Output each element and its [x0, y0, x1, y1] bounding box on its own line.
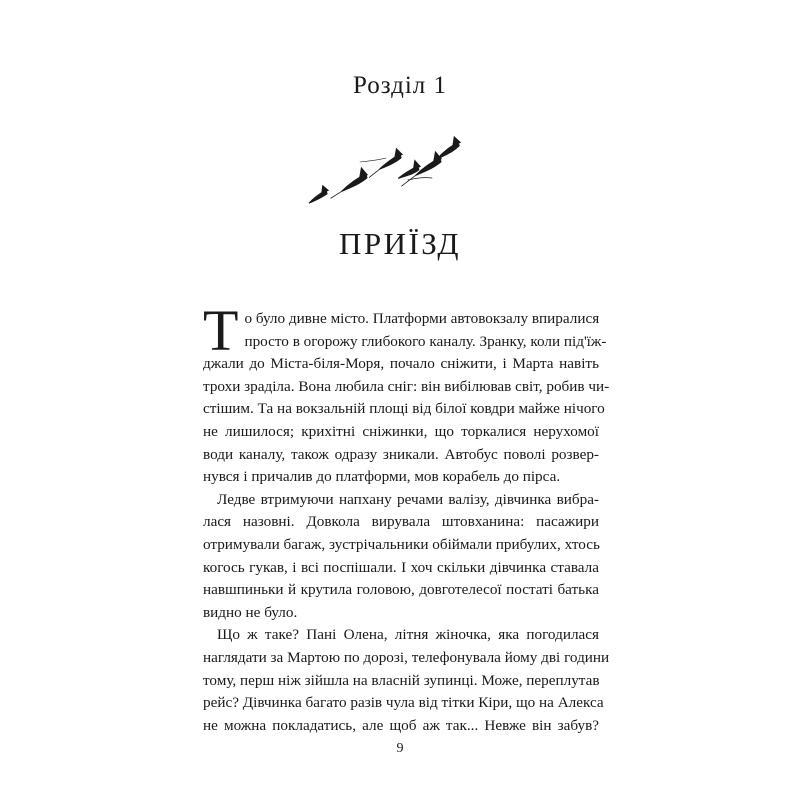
paragraph-1	[203, 298, 610, 489]
paragraph-3	[203, 624, 610, 737]
text-line: трохи зраділа. Вона любила сніг: він вибілював світ, робив чи-	[203, 377, 610, 395]
text-line: просто в огорожу глибокого каналу. Зранку, коли під'їж-	[244, 332, 607, 350]
bird-3	[364, 148, 406, 178]
page-number: 9	[396, 741, 404, 756]
text-line: видно не було.	[203, 603, 298, 621]
text-line: джали до Міста-біля-Моря, почало сніжити, і Марта навіть	[203, 355, 599, 373]
bird-1	[418, 136, 465, 170]
paragraph-2	[203, 489, 599, 625]
text-line: лася назовні. Довкола вирувала штовханина: пасажири	[203, 513, 599, 531]
chapter-title: ПРИЇЗД	[338, 226, 462, 261]
bird-6	[305, 185, 330, 204]
bird-5	[325, 167, 370, 198]
text-line: стішим. Та на вокзальній площі від білої ковдри майже нічого	[203, 400, 605, 418]
bird-4	[395, 160, 421, 179]
text-line: не лишилося; крихітні сніжинки, що торкалися нерухомої	[203, 422, 599, 440]
text-line: когось гукав, і всі поспішали. І хоч скільки дівчинка ставала	[203, 558, 599, 576]
text-line: Ледве втримуючи напхану речами валізу, дівчинка вибра-	[217, 490, 599, 508]
chapter-body	[203, 298, 610, 737]
text-line: наглядати за Мартою по дорозі, телефонувала йому дві години	[203, 648, 610, 666]
text-line: тому, перш ніж зійшла на власній зупинці. Може, переплутав	[203, 671, 600, 689]
flying-birds-icon	[300, 128, 500, 204]
text-line: навшпиньки й крутила головою, довготелесої постаті батька	[203, 581, 599, 599]
text-line: води каналу, також одразу зникали. Автобус поволі розвер-	[203, 445, 599, 463]
text-line: рейс? Дівчинка багато разів чула від тітки Кіри, що на Алекса	[203, 694, 604, 712]
text-line: о було дивне місто. Платформи автовокзалу впиралися	[244, 310, 600, 327]
text-line: нувся і причалив до платформи, мов корабель до пірса.	[203, 468, 561, 486]
text-line: не можна покладатись, але щоб аж так... Невже він забув?	[203, 716, 599, 734]
text-line: отримували багаж, зустрічальники обіймали прибулих, хтось	[203, 535, 600, 553]
bird-2	[396, 151, 446, 186]
text-line: Що ж таке? Пані Олена, літня жіночка, яка погодилася	[217, 626, 599, 644]
chapter-number: Розділ 1	[352, 72, 448, 99]
drop-cap: Т	[203, 298, 239, 363]
